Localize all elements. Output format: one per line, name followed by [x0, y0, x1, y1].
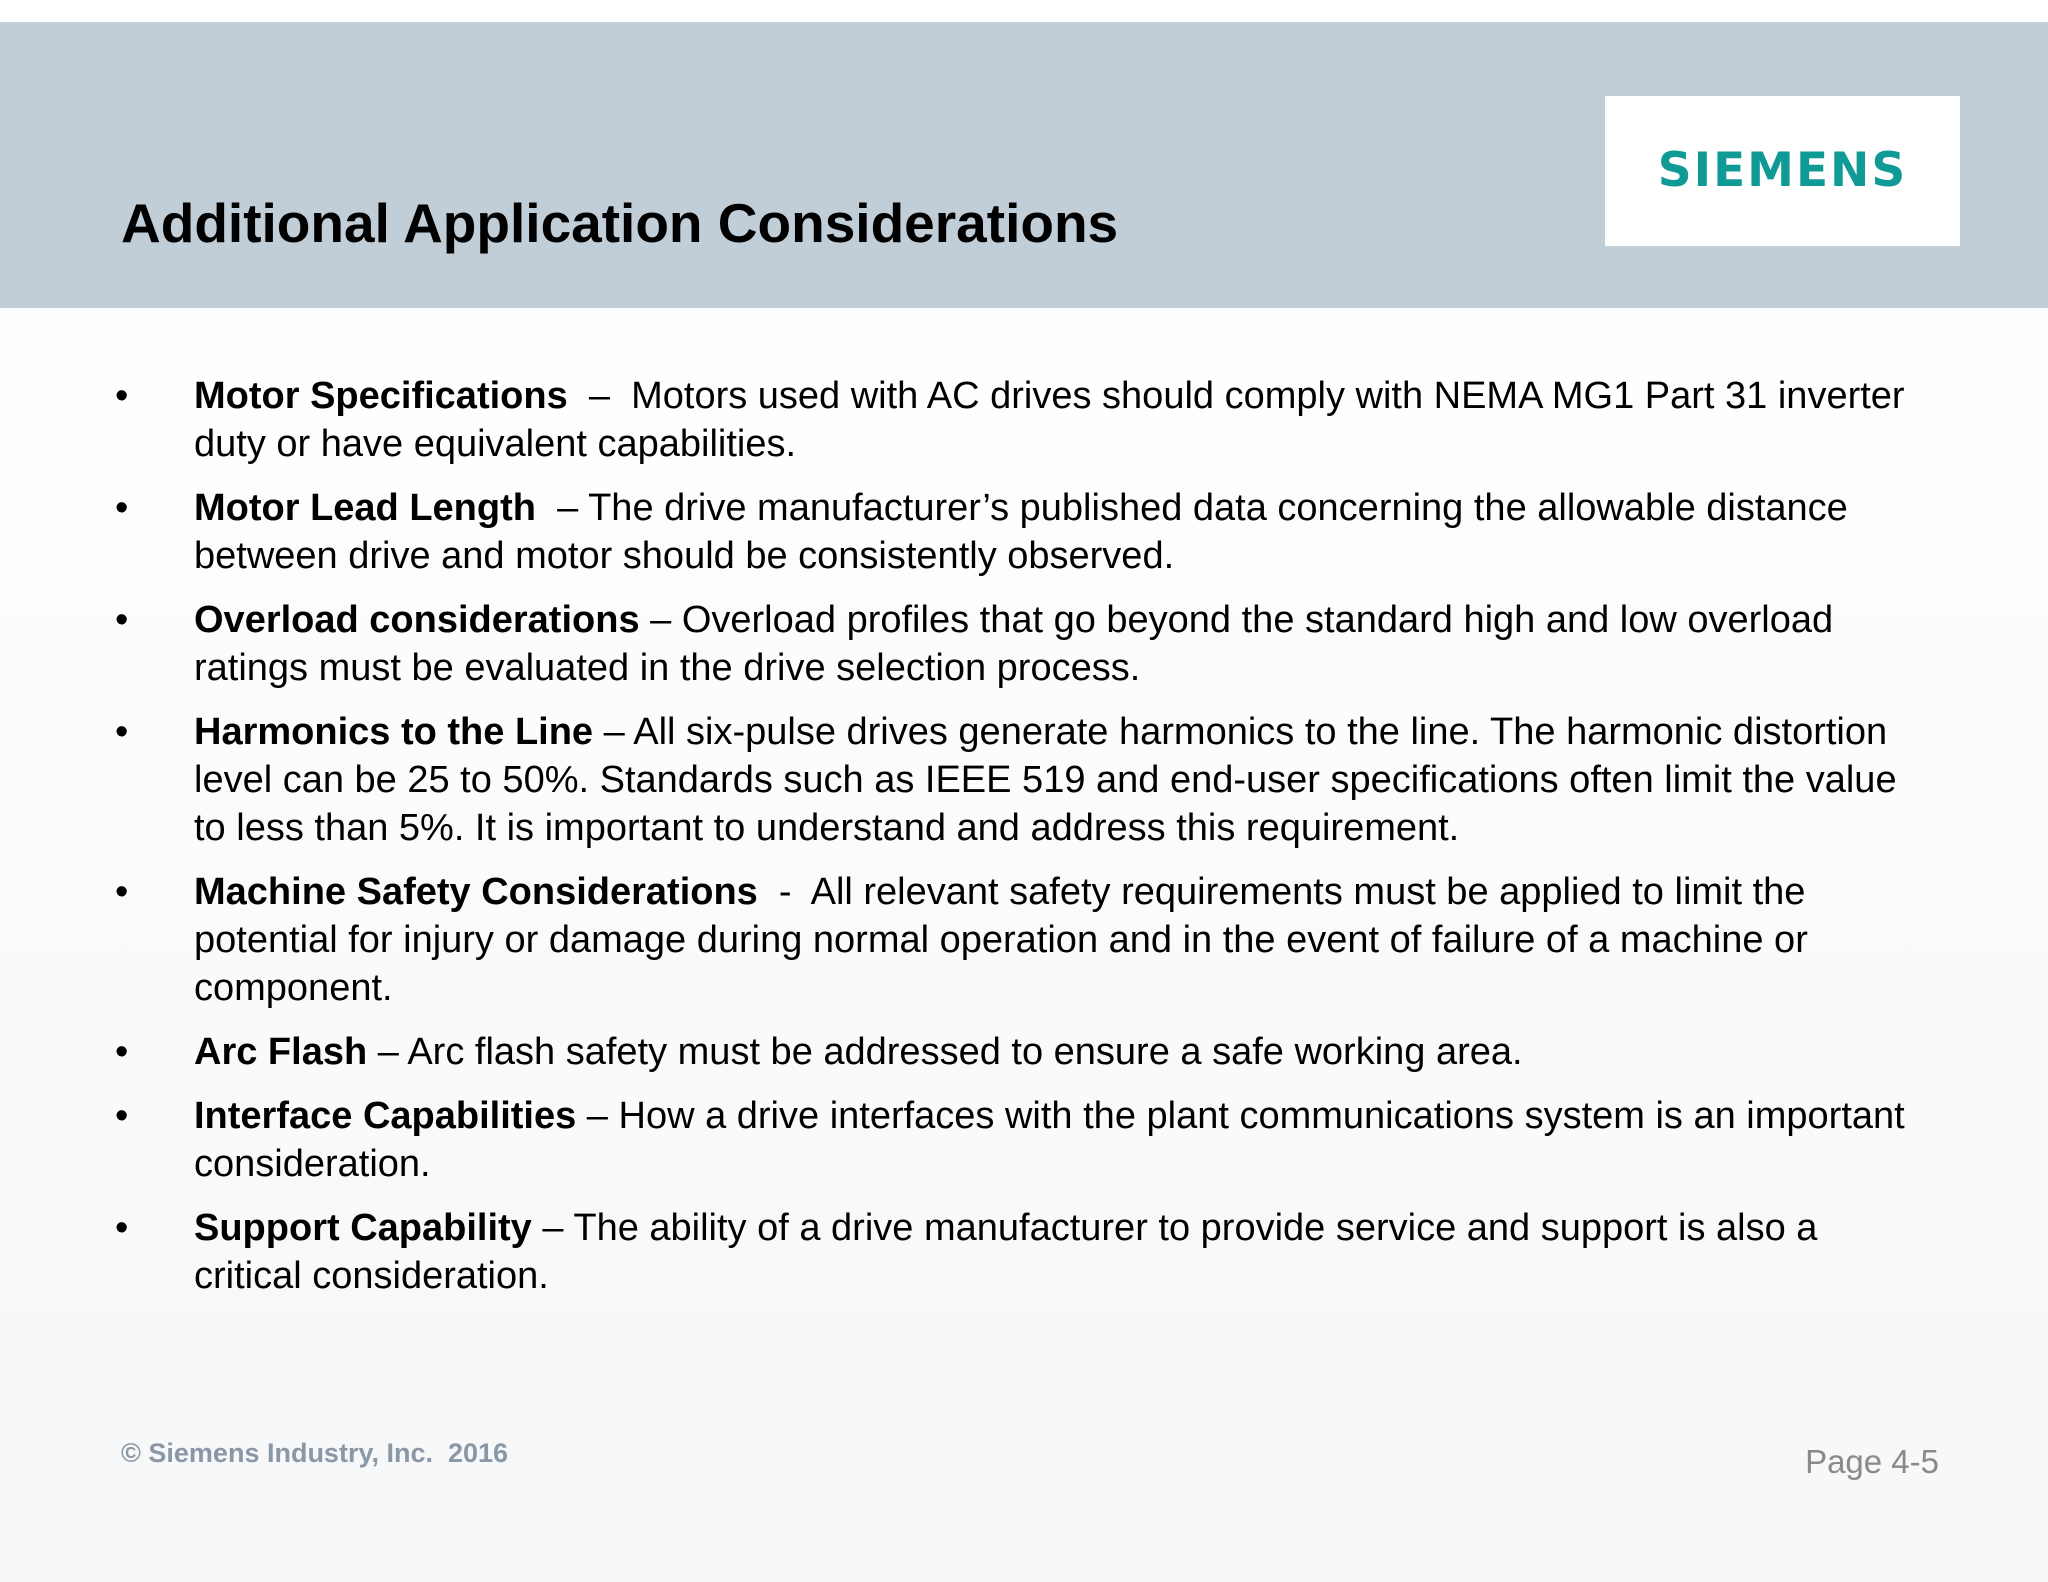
- bullet-description: The drive manufacturer’s published data concerning the allowable distance between drive and motor should be consistently observed.: [194, 487, 1848, 577]
- bullet-description: The ability of a drive manufacturer to provide service and support is also a critical consideration.: [194, 1207, 1818, 1297]
- bullet-term: Overload considerations: [194, 599, 640, 641]
- copyright-notice: © Siemens Industry, Inc. 2016: [121, 1438, 509, 1468]
- bullet-icon: •: [115, 599, 129, 641]
- list-item: [0, 372, 2048, 468]
- bullet-description: How a drive interfaces with the plant communications system is an important consideration.: [194, 1095, 1905, 1185]
- bullet-icon: •: [115, 711, 129, 753]
- bullet-text: [194, 372, 1934, 468]
- bullet-separator: -: [757, 871, 811, 913]
- bullet-description: All six-pulse drives generate harmonics to the line. The harmonic distortion level can be 25 to 50%. Standards such as IEEE 519 and end-user specifications often limit the value to less than 5%. It is important to understand and address this requirement.: [194, 711, 1897, 849]
- list-item: [0, 1092, 2048, 1188]
- bullet-description: Overload profiles that go beyond the standard high and low overload ratings must be evaluated in the drive selection process.: [194, 599, 1834, 689]
- bullet-separator: –: [576, 1095, 619, 1137]
- bullet-separator: –: [535, 487, 589, 529]
- list-item: [0, 484, 2048, 580]
- list-item: [0, 1028, 2048, 1076]
- bullet-text: [194, 484, 1934, 580]
- bullet-term: Interface Capabilities: [194, 1095, 577, 1137]
- bullet-list: [0, 372, 2048, 1316]
- bullet-term: Harmonics to the Line: [194, 711, 594, 753]
- bullet-term: Motor Lead Length: [194, 487, 536, 529]
- bullet-icon: •: [115, 1095, 129, 1137]
- page-number: Page 4-5: [1805, 1443, 1939, 1480]
- bullet-term: Motor Specifications: [194, 375, 568, 417]
- bullet-icon: •: [115, 1207, 129, 1249]
- bullet-separator: –: [639, 599, 682, 641]
- list-item: [0, 1204, 2048, 1300]
- logo-wordmark: SIEMENS: [1657, 143, 1908, 198]
- bullet-icon: •: [115, 375, 129, 417]
- bullet-description: All relevant safety requirements must be applied to limit the potential for injury or damage during normal operation and in the event of failure of a machine or component.: [194, 871, 1808, 1009]
- list-item: [0, 868, 2048, 1012]
- bullet-term: Arc Flash: [194, 1031, 368, 1073]
- list-item: [0, 596, 2048, 692]
- bullet-icon: •: [115, 1031, 129, 1073]
- bullet-icon: •: [115, 487, 129, 529]
- bullet-text: [194, 1204, 1934, 1300]
- bullet-separator: –: [593, 711, 634, 753]
- bullet-text: [194, 596, 1934, 692]
- list-item: [0, 708, 2048, 852]
- bullet-description: Motors used with AC drives should comply with NEMA MG1 Part 31 inverter duty or have equivalent capabilities.: [194, 375, 1905, 465]
- siemens-logo: [1605, 96, 1960, 246]
- page-title: Additional Application Considerations: [121, 192, 1119, 254]
- bullet-description: Arc flash safety must be addressed to ensure a safe working area.: [407, 1031, 1523, 1073]
- bullet-term: Machine Safety Considerations: [194, 871, 758, 913]
- bullet-text: [194, 708, 1934, 852]
- bullet-separator: –: [367, 1031, 408, 1073]
- bullet-text: [194, 868, 1934, 1012]
- bullet-separator: –: [567, 375, 632, 417]
- bullet-text: [194, 1092, 1934, 1188]
- bullet-separator: –: [531, 1207, 574, 1249]
- bullet-icon: •: [115, 871, 129, 913]
- bullet-text: [194, 1028, 1934, 1076]
- bullet-term: Support Capability: [194, 1207, 532, 1249]
